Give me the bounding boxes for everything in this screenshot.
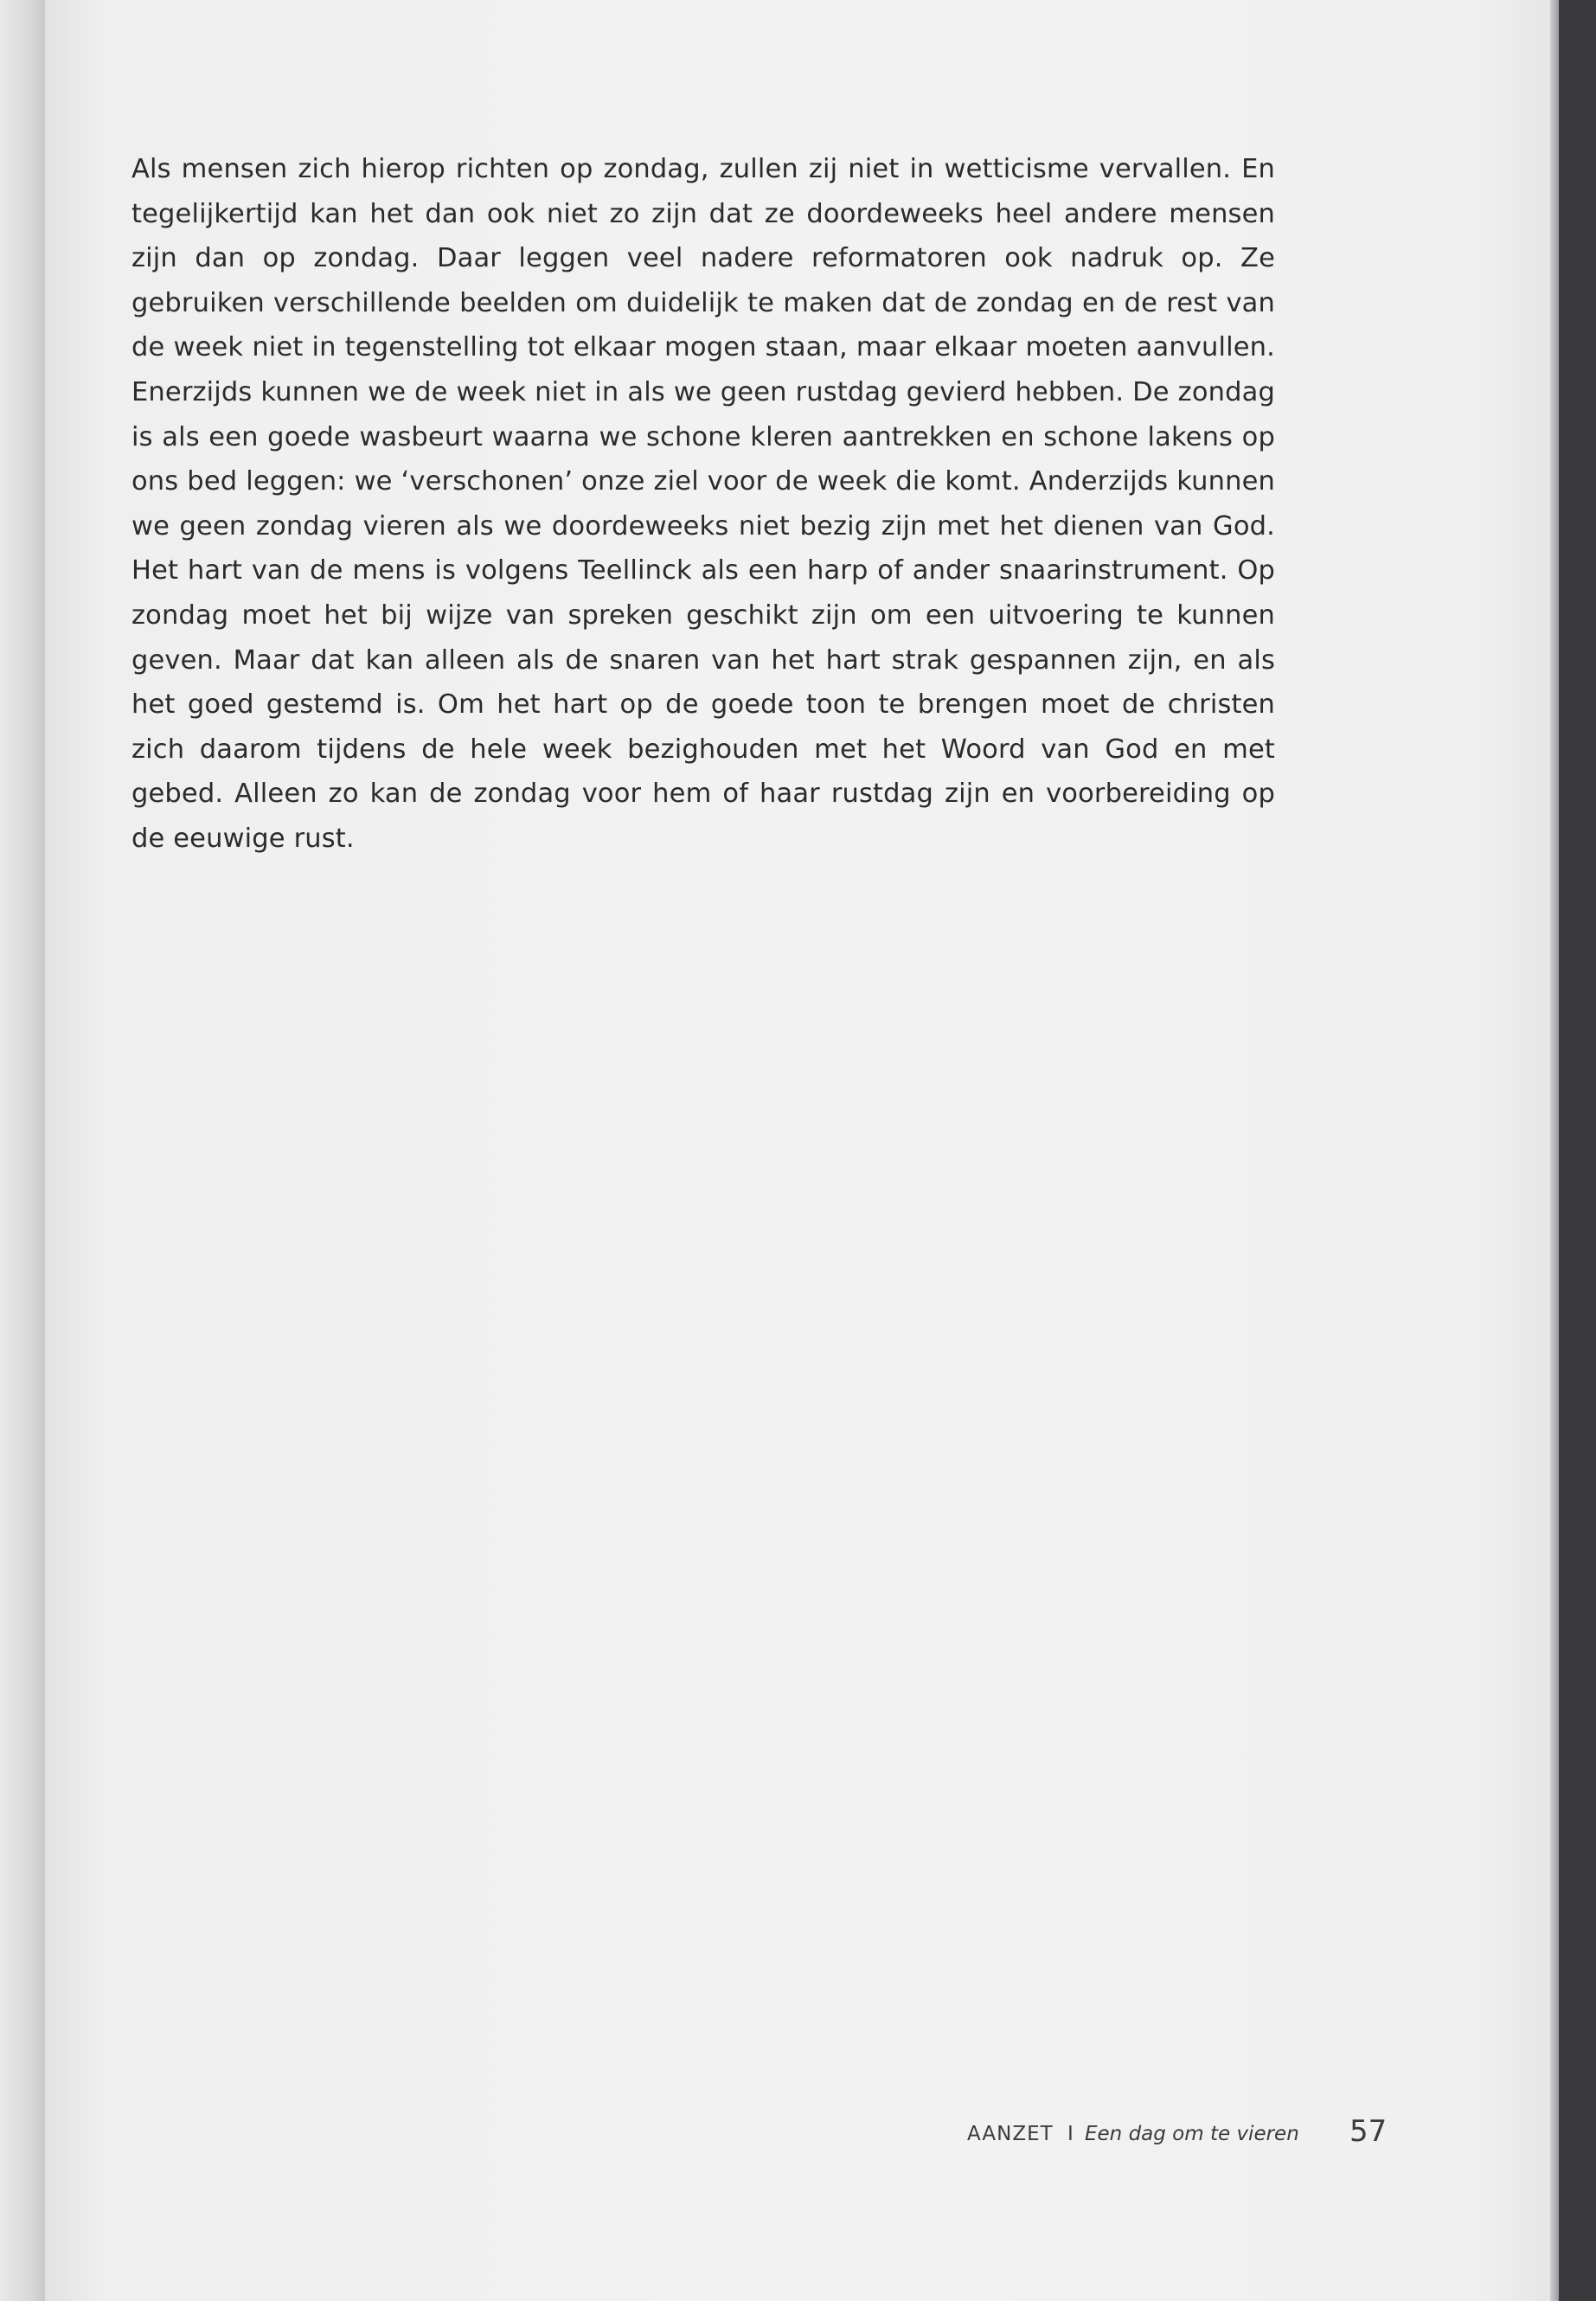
page-footer: [952, 2112, 1388, 2156]
page-number: 57: [1349, 2114, 1388, 2149]
page-right-edge: [1550, 0, 1559, 2301]
page-left-edge: [0, 0, 45, 2301]
body-paragraph: Als mensen zich hierop richten op zondag, zullen zij niet in wetticisme vervallen. En tegelijkertijd kan het dan ook niet zo zijn dat ze doordeweeks heel andere mensen zijn dan op zondag. Daar leggen veel nadere reformatoren ook nadruk op. Ze gebruiken verschillende beelden om duidelijk te maken dat de zondag en de rest van de week niet in tegenstelling tot elkaar mogen staan, maar elkaar moeten aanvullen. Enerzijds kunnen we de week niet in als we geen rustdag gevierd hebben. De zondag is als een goede wasbeurt waarna we schone kleren aantrekken en schone lakens op ons bed leggen: we ‘verschonen’ onze ziel voor de week die komt. Anderzijds kunnen we geen zondag vieren als we doordeweeks niet bezig zijn met het dienen van God. Het hart van de mens is volgens Teellinck als een harp of ander snaarinstrument. Op zondag moet het bij wijze van spreken geschikt zijn om een uitvoering te kunnen geven. Maar dat kan alleen als de snaren van het hart strak gespannen zijn, en als het goed gestemd is. Om het hart op de goede toon te brengen moet de christen zich daarom tijdens de hele week bezighouden met het Woord van God en met gebed. Alleen zo kan de zondag voor hem of haar rustdag zijn en voorbereiding op de eeuwige rust.: [131, 154, 1275, 854]
footer-chapter-title: Een dag om te vieren: [1085, 2123, 1299, 2145]
footer-series-name: AANZET: [967, 2123, 1054, 2145]
footer-separator: I: [1067, 2123, 1074, 2145]
